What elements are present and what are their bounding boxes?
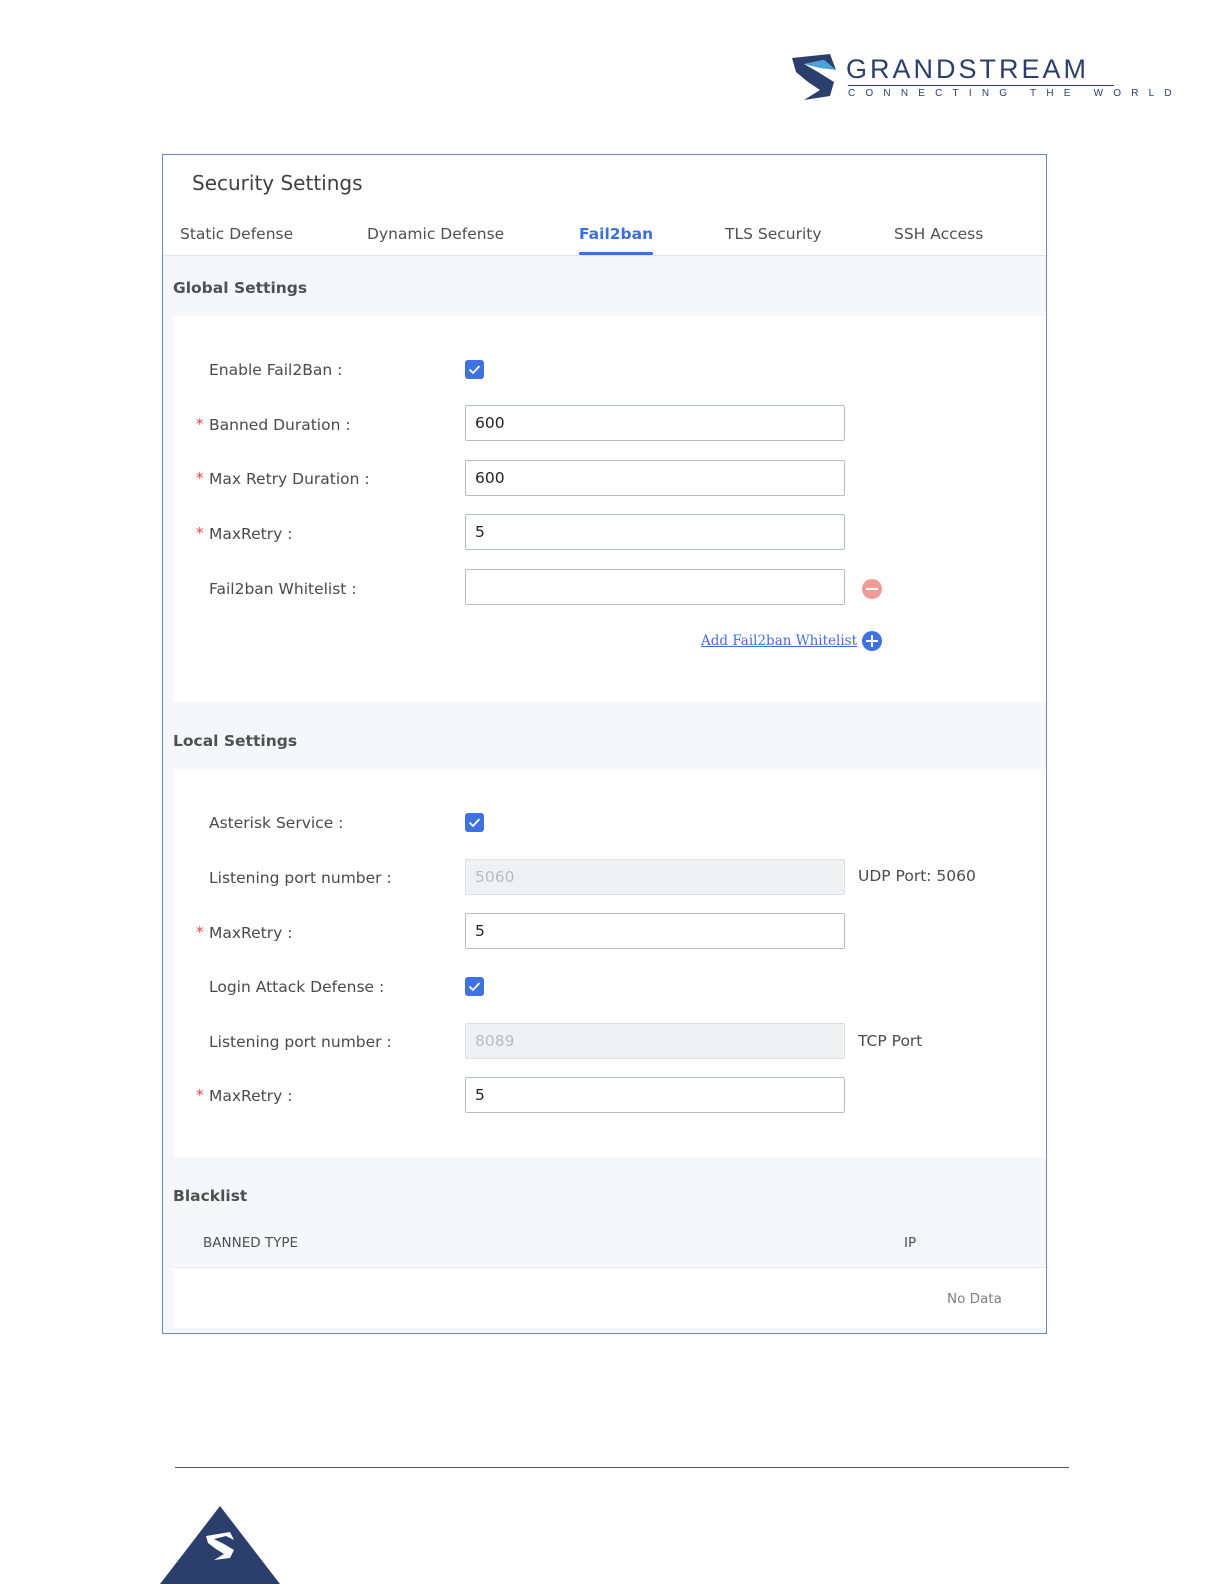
enable-fail2ban-checkbox[interactable] <box>465 360 484 379</box>
required-marker: * <box>196 1086 204 1104</box>
asterisk-service-label: Asterisk Service : <box>209 814 344 832</box>
max-retry-duration-label: * Max Retry Duration : <box>196 469 370 488</box>
check-icon <box>468 817 481 828</box>
page-title: Security Settings <box>192 171 363 195</box>
login-max-retry-input[interactable] <box>465 1077 845 1113</box>
brand-tagline: CONNECTING THE WORLD <box>848 88 1182 99</box>
local-settings-title: Local Settings <box>173 732 298 750</box>
brand-name: GRANDSTREAM <box>846 54 1090 84</box>
local-settings-card <box>173 769 1047 1157</box>
asterisk-max-retry-input[interactable] <box>465 913 845 949</box>
max-retry-duration-input[interactable] <box>465 460 845 496</box>
footer-divider <box>175 1467 1069 1468</box>
column-header-banned-type: BANNED TYPE <box>203 1235 299 1251</box>
login-attack-defense-checkbox[interactable] <box>465 977 484 996</box>
tab-dynamic-defense[interactable]: Dynamic Defense <box>367 225 505 243</box>
column-header-ip: IP <box>904 1235 917 1251</box>
required-marker: * <box>196 923 204 941</box>
enable-fail2ban-label: Enable Fail2Ban : <box>209 361 343 379</box>
tab-tls-security[interactable]: TLS Security <box>725 225 822 243</box>
grandstream-footer-logo-icon <box>160 1506 280 1584</box>
add-fail2ban-whitelist-link[interactable]: Add Fail2ban Whitelist <box>701 633 858 649</box>
tab-static-defense[interactable]: Static Defense <box>180 225 294 243</box>
global-settings-card <box>173 316 1047 702</box>
required-marker: * <box>196 524 204 542</box>
tab-fail2ban[interactable]: Fail2ban <box>579 225 654 243</box>
global-settings-title: Global Settings <box>173 279 308 297</box>
asterisk-port-note: UDP Port: 5060 <box>858 867 976 885</box>
blacklist-title: Blacklist <box>173 1187 248 1205</box>
login-port-input <box>465 1023 845 1059</box>
login-attack-defense-label: Login Attack Defense : <box>209 978 385 996</box>
required-marker: * <box>196 415 204 433</box>
banned-duration-input[interactable] <box>465 405 845 441</box>
login-port-note: TCP Port <box>858 1032 923 1050</box>
login-port-label: Listening port number : <box>209 1033 392 1051</box>
required-marker: * <box>196 469 204 487</box>
banned-duration-label: * Banned Duration : <box>196 415 351 434</box>
max-retry-input[interactable] <box>465 514 845 550</box>
max-retry-label: * MaxRetry : <box>196 524 293 543</box>
brand-divider <box>848 85 1114 86</box>
asterisk-max-retry-label: * MaxRetry : <box>196 923 293 942</box>
blacklist-table-body <box>173 1267 1047 1328</box>
grandstream-logo <box>790 52 1182 104</box>
check-icon <box>468 981 481 992</box>
login-max-retry-label: * MaxRetry : <box>196 1086 293 1105</box>
grandstream-logo-icon <box>790 52 838 102</box>
minus-circle-icon[interactable] <box>862 579 882 599</box>
tab-ssh-access[interactable]: SSH Access <box>894 225 984 243</box>
fail2ban-whitelist-label: Fail2ban Whitelist : <box>209 580 357 598</box>
asterisk-port-input <box>465 859 845 895</box>
asterisk-service-checkbox[interactable] <box>465 813 484 832</box>
empty-state-text: No Data <box>947 1291 1002 1307</box>
fail2ban-whitelist-input[interactable] <box>465 569 845 605</box>
check-icon <box>468 364 481 375</box>
panel-header <box>163 155 1046 256</box>
asterisk-port-label: Listening port number : <box>209 869 392 887</box>
plus-circle-icon[interactable] <box>862 631 882 651</box>
security-settings-panel <box>162 154 1047 1334</box>
